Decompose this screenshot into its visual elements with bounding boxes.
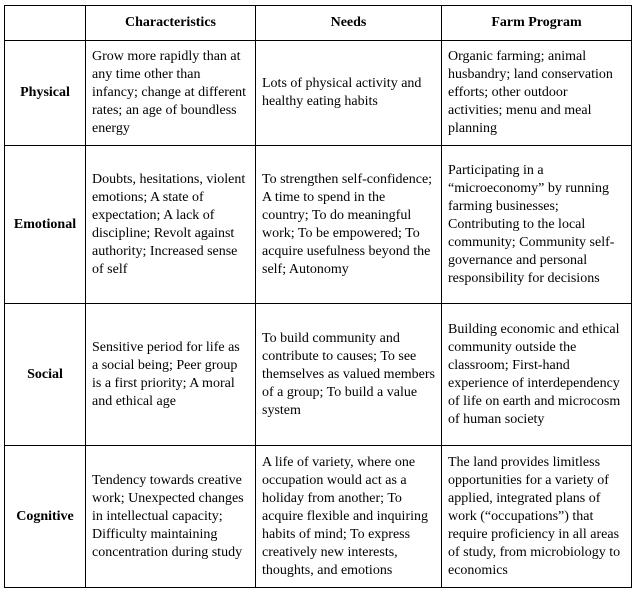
- row-label-cognitive: Cognitive: [5, 446, 86, 588]
- needs-cell: A life of variety, where one occupation would act as a holiday from another; To acquire flexible and inquiring habits of mind; To express creatively new interests, thoughts, and emotions: [256, 446, 442, 588]
- row-label-emotional: Emotional: [5, 146, 86, 304]
- header-needs: Needs: [256, 6, 442, 41]
- table-row: [5, 304, 632, 446]
- needs-table: [4, 5, 632, 588]
- characteristics-cell: Grow more rapidly than at any time other than infancy; change at different rates; an age of boundless energy: [86, 41, 256, 146]
- needs-cell: To strengthen self-confidence; A time to spend in the country; To do meaningful work; To be empowered; To acquire usefulness beyond the self; Autonomy: [256, 146, 442, 304]
- table-row: [5, 146, 632, 304]
- needs-cell: To build community and contribute to causes; To see themselves as valued members of a group; To build a value system: [256, 304, 442, 446]
- header-empty: [5, 6, 86, 41]
- farm-program-cell: Building economic and ethical community outside the classroom; First-hand experience of interdependency of life on earth and microcosm of human society: [442, 304, 632, 446]
- header-row: [5, 6, 632, 41]
- needs-cell: Lots of physical activity and healthy eating habits: [256, 41, 442, 146]
- header-characteristics: Characteristics: [86, 6, 256, 41]
- farm-program-cell: The land provides limitless opportunities for a variety of applied, integrated plans of work (“occupations”) that require proficiency in all areas of study, from microbiology to economics: [442, 446, 632, 588]
- farm-program-cell: Organic farming; animal husbandry; land conservation efforts; other outdoor activities; menu and meal planning: [442, 41, 632, 146]
- table-row: [5, 446, 632, 588]
- row-label-physical: Physical: [5, 41, 86, 146]
- row-label-social: Social: [5, 304, 86, 446]
- characteristics-cell: Sensitive period for life as a social being; Peer group is a first priority; A moral and ethical age: [86, 304, 256, 446]
- characteristics-cell: Doubts, hesitations, violent emotions; A state of expectation; A lack of discipline; Revolt against authority; Increased sense of self: [86, 146, 256, 304]
- table-row: [5, 41, 632, 146]
- farm-program-cell: Participating in a “microeconomy” by running farming businesses; Contributing to the local community; Community self-governance and personal responsibility for decisions: [442, 146, 632, 304]
- characteristics-cell: Tendency towards creative work; Unexpected changes in intellectual capacity; Difficulty maintaining concentration during study: [86, 446, 256, 588]
- header-farm-program: Farm Program: [442, 6, 632, 41]
